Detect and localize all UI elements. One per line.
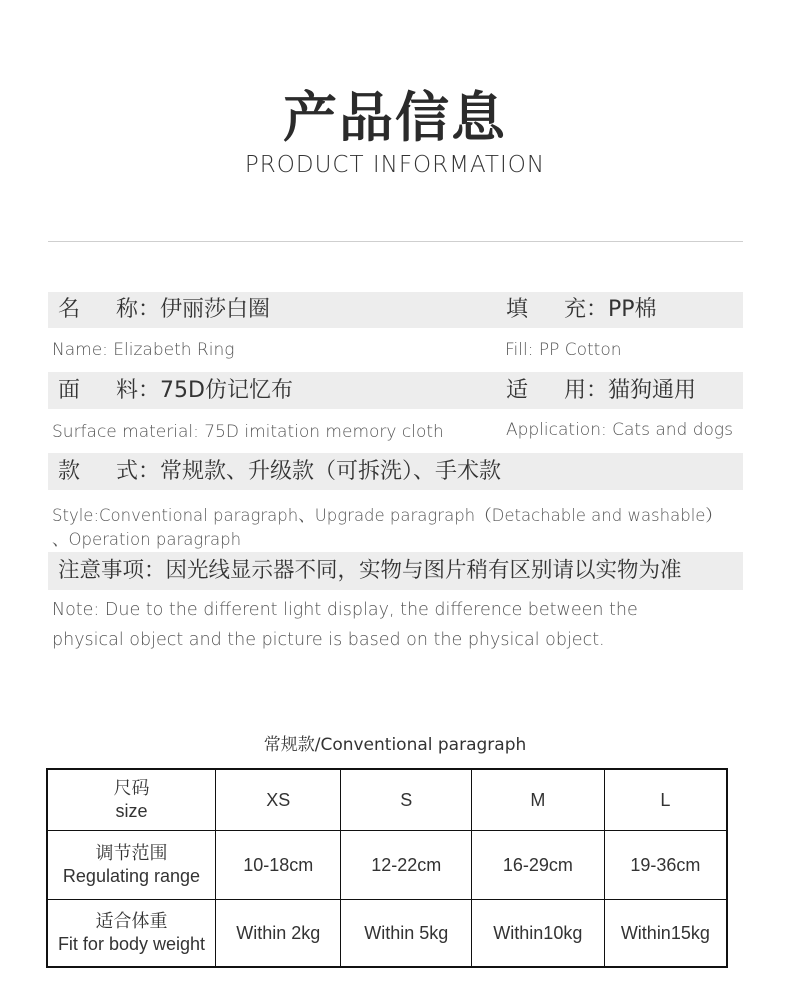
regulating-range-s: 12-22cm [341, 831, 471, 900]
size-xs: XS [215, 769, 341, 831]
fill-label-b: 充： [564, 297, 609, 322]
material-value: 75D仿记忆布 [160, 378, 293, 403]
table-row-regulating-range [47, 831, 727, 900]
body-weight-label-cn: 适合体重 [95, 911, 168, 931]
fill-cn [506, 292, 657, 328]
size-label-cn: 尺码 [113, 778, 150, 798]
regulating-range-header-cell [47, 831, 215, 900]
name-label-b: 称： [116, 297, 161, 322]
style-value: 常规款、升级款（可拆洗）、手术款 [160, 459, 502, 484]
style-label-b: 式： [116, 459, 161, 484]
page-title-cn: 产品信息 [283, 86, 507, 149]
body-weight-m: Within10kg [471, 900, 604, 968]
regulating-range-l: 19-36cm [604, 831, 727, 900]
size-label-en: size [115, 801, 148, 821]
size-m: M [471, 769, 604, 831]
size-table-title: 常规款/Conventional paragraph [263, 735, 527, 755]
fill-value: PP棉 [608, 297, 657, 322]
material-label-b: 料： [116, 378, 161, 403]
page-title-en: PRODUCT INFORMATION [244, 152, 546, 178]
regulating-range-xs: 10-18cm [215, 831, 341, 900]
name-en: Name: Elizabeth Ring [52, 340, 235, 360]
material-cn [58, 373, 293, 409]
regulating-range-label-en: Regulating range [62, 866, 201, 886]
body-weight-s: Within 5kg [341, 900, 471, 968]
body-weight-header-cell [47, 900, 215, 968]
note-en-line1: Note: Due to the different light display, the difference between the [52, 600, 638, 620]
section-divider [48, 241, 743, 242]
application-value: 猫狗通用 [608, 378, 697, 403]
style-en-line2: 、Operation paragraph [52, 530, 242, 549]
application-en: Application: Cats and dogs [506, 420, 733, 440]
note-en-line2: physical object and the picture is based on the physical object. [52, 630, 605, 650]
application-label-a: 适 [506, 378, 529, 403]
body-weight-label-en: Fit for body weight [57, 934, 206, 954]
name-cn [58, 292, 270, 328]
style-label-a: 款 [58, 459, 81, 484]
size-l: L [604, 769, 727, 831]
table-row-body-weight [47, 900, 727, 968]
material-en: Surface material: 75D imitation memory cloth [52, 422, 444, 442]
size-s: S [341, 769, 471, 831]
regulating-range-label-cn: 调节范围 [95, 843, 168, 863]
name-label-a: 名 [58, 297, 81, 322]
size-table [46, 768, 728, 968]
body-weight-xs: Within 2kg [215, 900, 341, 968]
name-value: 伊丽莎白圈 [160, 297, 271, 322]
material-label-a: 面 [58, 378, 81, 403]
application-label-b: 用： [564, 378, 609, 403]
fill-label-a: 填 [506, 297, 529, 322]
style-en-line1: Style:Conventional paragraph、Upgrade paragraph（Detachable and washable） [52, 506, 722, 525]
regulating-range-m: 16-29cm [471, 831, 604, 900]
size-header-cell [47, 769, 215, 831]
note-cn: 注意事项：因光线显示器不同，实物与图片稍有区别请以实物为准 [58, 558, 682, 583]
application-cn [506, 373, 696, 409]
fill-en: Fill: PP Cotton [505, 340, 622, 360]
body-weight-l: Within15kg [604, 900, 727, 968]
style-cn [58, 454, 501, 490]
table-row-size [47, 769, 727, 831]
